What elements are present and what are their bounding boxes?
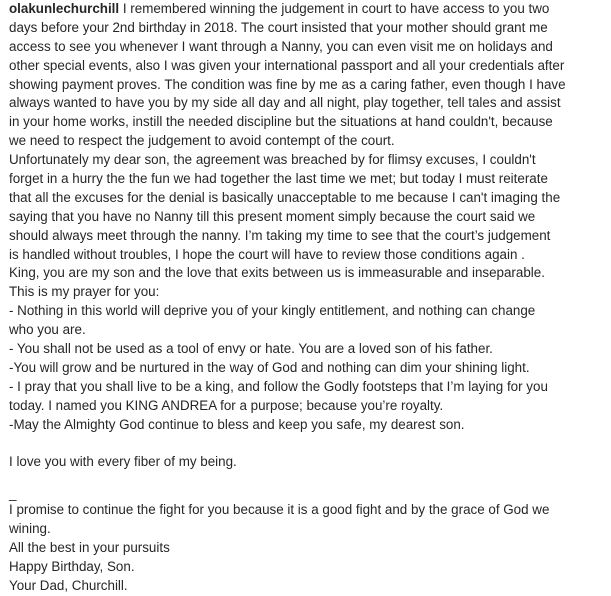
- caption-line: we need to respect the judgement to avoid contempt of the court.: [9, 133, 395, 149]
- caption-line: today. I named you KING ANDREA for a purpose; because you’re royalty.: [9, 397, 444, 413]
- caption-line: always wanted to have you by my side all day and all night, play together, tell tales and assist: [9, 95, 561, 111]
- caption-line: King, you are my son and the love that exits between us is immeasurable and inseparable.: [9, 265, 545, 281]
- love-line: I love you with every fiber of my being.: [9, 454, 237, 470]
- caption-line: in your home works, instill the needed discipline but the situations at hand couldn't, because: [9, 114, 553, 130]
- caption-line: saying that you have no Nanny till this present moment simply because the court said we: [9, 208, 536, 224]
- caption-line: Unfortunately my dear son, the agreement was breached by for flimsy excuses, I couldn't: [9, 152, 536, 168]
- closing-line: Your Dad, Churchill.: [9, 577, 128, 593]
- username-link[interactable]: olakunlechurchill: [9, 1, 120, 16]
- caption-line: - You shall not be used as a tool of envy or hate. You are a loved son of his father.: [9, 341, 493, 357]
- caption-line: is handled without troubles, I hope the court will have to review those conditions again .: [9, 246, 525, 262]
- caption-text: I remembered winning the judgement in court to have access to you two: [119, 1, 550, 16]
- caption-line: other special events, also I was given your international passport and all your credentials after: [9, 57, 565, 73]
- closing-line: Happy Birthday, Son.: [9, 558, 135, 574]
- caption-line: days before your 2nd birthday in 2018. The court insisted that your mother should grant me: [9, 19, 548, 35]
- separator-line: _: [9, 486, 17, 502]
- caption-line: -May the Almighty God continue to bless and keep you safe, my dearest son.: [9, 416, 465, 432]
- caption-line: - I pray that you shall live to be a king, and follow the Godly footsteps that I’m laying for you: [9, 378, 548, 394]
- caption-line-1: [9, 0, 607, 19]
- post-caption: [9, 0, 607, 596]
- blank-line: [9, 472, 607, 491]
- closing-line: wining.: [9, 521, 51, 537]
- closing-line: All the best in your pursuits: [9, 539, 170, 555]
- caption-line: forget in a hurry the the fun we had together the last time we met; but today I must reiterate: [9, 171, 548, 187]
- caption-line: -You will grow and be nurtured in the way of God and nothing can dim your shining light.: [9, 359, 530, 375]
- caption-line: showing payment proves. The condition was fine by me as a caring father, even though I have: [9, 76, 566, 92]
- caption-line: - Nothing in this world will deprive you of your kingly entitlement, and nothing can change: [9, 303, 536, 319]
- blank-line: [9, 434, 607, 453]
- caption-line: should always meet through the nanny. I’m taking my time to see that the court’s judgement: [9, 227, 551, 243]
- closing-line: I promise to continue the fight for you because it is a good fight and by the grace of God we: [9, 502, 550, 518]
- caption-line: that all the excuses for the denial is basically unacceptable to me because I can't imaging the: [9, 189, 561, 205]
- caption-line: who you are.: [9, 322, 86, 338]
- caption-line: access to see you whenever I want through a Nanny, you can even visit me on holidays and: [9, 38, 553, 54]
- caption-line: This is my prayer for you:: [9, 284, 160, 300]
